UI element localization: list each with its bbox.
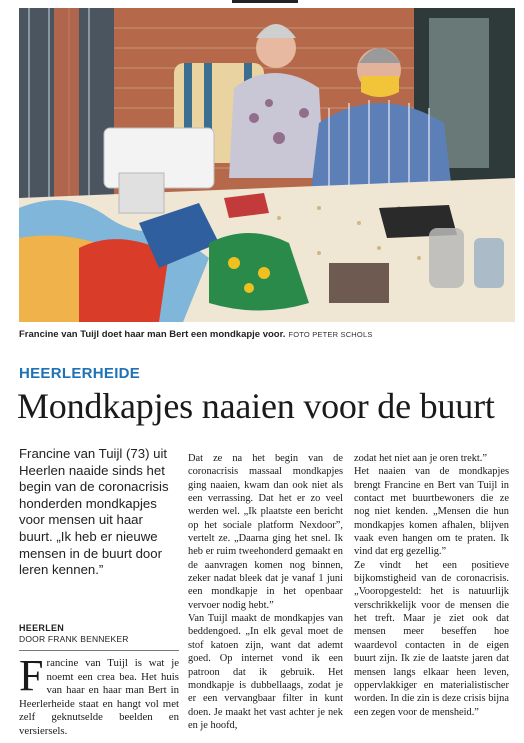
caption-text: Francine van Tuijl doet haar man Bert een mondkapje voor. — [19, 329, 286, 340]
lead-text: rancine van Tuijl is wat je noemt een crea bea. Het huis van haar en haar man Bert in Heerlerheide staat en hangt vol met zelf geknutselde beelden en versiersels. — [19, 657, 179, 737]
body-paragraph: Van Tuijl maakt de mondkapjes van beddengoed. „In elk geval moet de stof katoen zijn, want dat ademt goed. Op internet vond ik een patroon dat ik gebruik. Het mondkapje is dubbellaags, zodat je er een vervangbaar filter in kunt doen. Je maakt het vast achter je nek en je hoofd, — [188, 613, 343, 731]
byline — [19, 623, 179, 645]
article-column-3 — [354, 452, 509, 719]
photo-illustration — [19, 8, 515, 322]
body-paragraph: Dat ze na het begin van de coronacrisis massaal mondkapjes ging naaien, kwam dan ook niet als een verrassing. Dat het er zo veel werden wel. „Ik plaatste een bericht op het sociale platform Nexdoor”, vertelt ze. „Daarna ging het snel. Ik heb er ruim tweehonderd gemaakt en de aanvragen komen nog binnen, zeker nadat bleek dat je vanaf 1 juni een mondkapje in het openbaar vervoer nodig hebt.” — [188, 453, 343, 611]
body-paragraph: zodat het niet aan je oren trekt.” — [354, 453, 487, 464]
photo-credit: FOTO PETER SCHOLS — [288, 330, 373, 339]
body-paragraph: Ze vindt het een positieve bijkomstigheid van de coronacrisis. „Vooropgesteld: het is natuurlijk verschrikkelijk voor de mensen die het treft. Maar je ziet ook dat mensen meer beseffen hoe waardevol contacten in de eigen buurt zijn. Ik zie de laatste jaren dat mensen langs elkaar heen leven, oppervlakkiger en materialistischer worden. In die zin is deze crisis bijna een zegen voor de mensheid.” — [354, 559, 509, 718]
headline: Mondkapjes naaien voor de buurt — [17, 386, 495, 426]
body-paragraph: Het naaien van de mondkapjes brengt Francine en Bert van Tuijl in contact met buurtbewoners die ze nog niet kenden. „Mensen die hun mondkapjes komen afhalen, blijven vaak even hangen om te praten. Ik vind dat erg gezellig.” — [354, 466, 509, 558]
kicker: HEERLERHEIDE — [19, 365, 141, 382]
article-column-2 — [188, 452, 343, 732]
lead-paragraph — [19, 651, 179, 739]
photo-caption — [19, 329, 515, 340]
dateline: HEERLEN — [19, 623, 65, 633]
article-photo — [19, 8, 515, 322]
drop-cap: F — [19, 651, 44, 700]
byline-rule — [19, 650, 179, 651]
top-rule — [232, 0, 298, 3]
intro-text: Francine van Tuijl (73) uit Heerlen naaide sinds het begin van de coronacrisis honderden mondkapjes voor mensen uit haar buurt. „Ik heb er nieuwe mensen in de buurt door leren kennen.” — [19, 446, 169, 578]
author: DOOR FRANK BENNEKER — [19, 634, 129, 644]
